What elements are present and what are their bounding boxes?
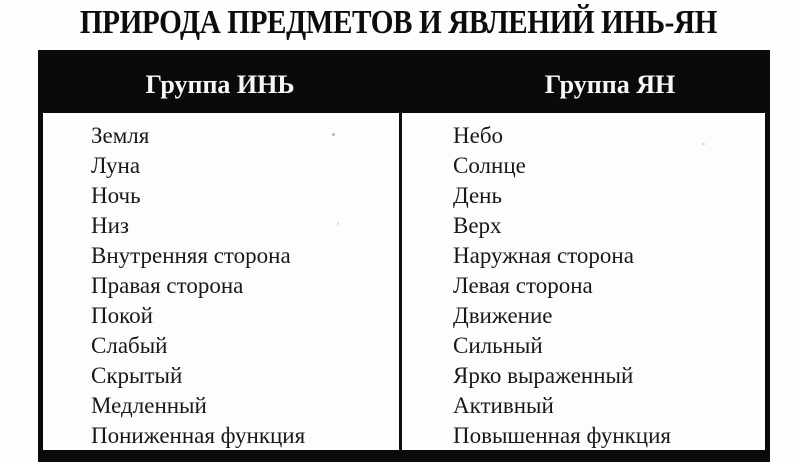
page-title: ПРИРОДА ПРЕДМЕТОВ И ЯВЛЕНИЙ ИНЬ-ЯН: [79, 4, 717, 41]
table-cell: Небо: [453, 123, 504, 148]
table-cell: Низ: [91, 213, 130, 238]
table-cell: Пониженная функция: [91, 423, 306, 448]
scan-speck: [332, 133, 335, 136]
table-cell: Внутренняя сторона: [91, 243, 291, 268]
scan-speck: [337, 222, 339, 225]
table-cell: Земля: [91, 123, 150, 148]
table-cell: Левая сторона: [453, 273, 593, 298]
table-cell: Скрытый: [91, 363, 183, 388]
column-header-yin: Группа ИНЬ: [145, 69, 295, 99]
table-body: [38, 113, 770, 462]
table-cell: Солнце: [453, 153, 526, 178]
table-cell: День: [453, 183, 502, 208]
table-cell: Ночь: [91, 183, 141, 208]
table-cell: Покой: [91, 303, 153, 328]
table-cell: Правая сторона: [91, 273, 244, 298]
table-header-row: [38, 50, 770, 113]
table-cell: Ярко выраженный: [453, 363, 634, 388]
table-cell: Активный: [453, 393, 554, 418]
table-cell: Луна: [91, 153, 141, 178]
table-cell: Движение: [453, 303, 553, 328]
table-cell: Сильный: [453, 333, 543, 358]
table-cell: Медленный: [91, 393, 207, 418]
column-yin: [43, 113, 402, 450]
table-cell: Повышенная функция: [453, 423, 672, 448]
scan-speck: [702, 143, 705, 145]
yin-yang-table: [38, 50, 770, 462]
table-cell: Наружная сторона: [453, 243, 634, 268]
table-cell: Слабый: [91, 333, 168, 358]
table-cell: Верх: [453, 213, 502, 238]
column-yang: [402, 113, 765, 450]
page-title-row: [0, 2, 796, 46]
column-header-yang: Группа ЯН: [544, 69, 676, 99]
